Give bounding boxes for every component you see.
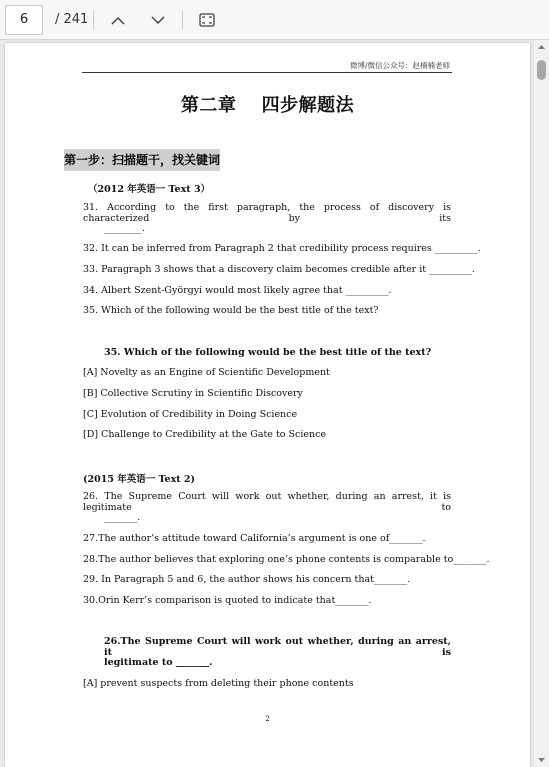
- document-page: [5, 43, 530, 767]
- step-heading: 第一步：扫描题干，找关键词: [64, 149, 220, 171]
- question-26-bold: 26.The Supreme Court will work out whether, during an arrest, it is: [104, 636, 451, 658]
- vertical-scrollbar[interactable]: [534, 40, 549, 767]
- option-a: [A] prevent suspects from deleting their phone contents: [83, 678, 354, 689]
- option-c: [C] Evolution of Credibility in Doing Science: [83, 409, 298, 420]
- question-34: 34. Albert Szent-Györgyi would most likely agree that _________.: [83, 285, 392, 296]
- fit-to-page-icon: [199, 13, 215, 27]
- question-26-bold-blank: legitimate to _______.: [104, 657, 213, 668]
- question-28: 28.The author believes that exploring one’s phone contents is comparable to_______.: [83, 554, 490, 565]
- pdf-toolbar: [0, 0, 549, 40]
- page-total-label: / 241: [55, 12, 89, 27]
- chapter-title: 第二章 四步解题法: [180, 95, 355, 116]
- next-page-button[interactable]: [146, 8, 170, 32]
- document-viewer: [0, 40, 549, 767]
- question-26-blank: _______.: [104, 512, 141, 523]
- question-31-blank: ________.: [104, 223, 146, 234]
- toolbar-divider: [182, 11, 183, 29]
- question-33: 33. Paragraph 3 shows that a discovery claim becomes credible after it _________.: [83, 264, 475, 275]
- page-number-input[interactable]: 6: [5, 5, 43, 35]
- chevron-up-icon: [111, 16, 125, 25]
- option-b: [B] Collective Scrutiny in Scientific Discovery: [83, 388, 303, 399]
- scroll-down-arrow-icon[interactable]: [537, 755, 546, 764]
- question-27: 27.The author’s attitude toward California’s argument is one of_______.: [83, 533, 426, 544]
- page-header-text: 微博/微信公众号：赵楠楠老师: [349, 61, 450, 70]
- header-rule: [82, 72, 452, 73]
- option-d: [D] Challenge to Credibility at the Gate to Science: [83, 429, 327, 440]
- exam-source: （2012 年英语一 Text 3）: [88, 184, 211, 195]
- fit-page-button[interactable]: [195, 8, 219, 32]
- previous-page-button[interactable]: [106, 8, 130, 32]
- page-footer-number: 2: [265, 715, 270, 723]
- question-32: 32. It can be inferred from Paragraph 2 that credibility process requires _________.: [83, 243, 481, 254]
- question-31: 31. According to the first paragraph, the process of discovery is characterized by its: [83, 202, 451, 224]
- chevron-down-icon: [151, 16, 165, 25]
- option-a: [A] Novelty as an Engine of Scientific Development: [83, 367, 330, 378]
- question-29: 29. In Paragraph 5 and 6, the author shows his concern that_______.: [83, 574, 411, 585]
- toolbar-divider: [93, 11, 94, 29]
- exam-source: (2015 年英语一 Text 2): [83, 474, 196, 485]
- question-35: 35. Which of the following would be the best title of the text?: [83, 305, 379, 316]
- question-35-bold: 35. Which of the following would be the best title of the text?: [104, 347, 432, 358]
- question-30: 30.Orin Kerr’s comparison is quoted to indicate that_______.: [83, 595, 372, 606]
- question-26: 26. The Supreme Court will work out whether, during an arrest, it is legitimate to: [83, 491, 451, 513]
- scroll-up-arrow-icon[interactable]: [537, 43, 546, 52]
- scrollbar-thumb[interactable]: [537, 60, 546, 80]
